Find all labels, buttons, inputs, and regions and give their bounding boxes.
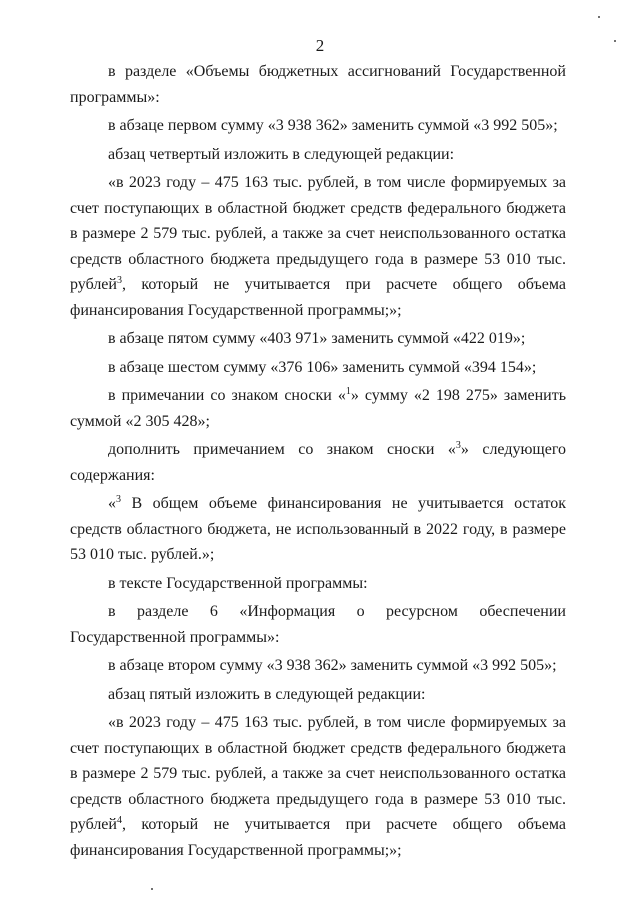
paragraph-7: в примечании со знаком сноски «$^1$» сумму «2 198 275» заменить суммой «2 305 428»; xyxy=(70,386,566,430)
scan-speck xyxy=(151,888,153,890)
footnote-mark: 1 xyxy=(345,386,351,397)
paragraph-6: в абзаце шестом сумму «376 106» заменить суммой «394 154»; xyxy=(108,358,537,376)
paragraph-9: «$^3$ В общем объеме финансирования не учитывается остаток средств областного бюджета, не использованный в 2022 году, в размере 53 010 тыс. рублей.»; xyxy=(70,494,566,563)
paragraph-5: в абзаце пятом сумму «403 971» заменить суммой «422 019»; xyxy=(108,330,526,347)
paragraph-2: в абзаце первом сумму «3 938 362» заменить суммой «3 992 505»; xyxy=(108,117,558,134)
footnote-mark: 3 xyxy=(116,494,121,505)
page-number: 2 xyxy=(315,36,325,55)
footnote-mark: 3 xyxy=(455,440,461,451)
paragraph-4: «в 2023 году – 475 163 тыс. рублей, в том числе формируемых за счет поступающих в областной бюджет средств федерального бюджета в размере 2 579 тыс. рублей, а также за счет неиспользованного остатка средств областного бюджета предыдущего года в размере 53 010 тыс. рублей$^3$, который не учитывается при расчете общего объема финансирования Государственной программы;»; xyxy=(70,174,566,319)
paragraph-14: «в 2023 году – 475 163 тыс. рублей, в том числе формируемых за счет поступающих в областной бюджет средств федерального бюджета в размере 2 579 тыс. рублей, а также за счет неиспользованного остатка средств областного бюджета предыдущего года в размере 53 010 тыс. рублей$^4$, который не учитывается при расчете общего объема финансирования Государственной программы;»; xyxy=(70,714,566,859)
paragraph-8: дополнить примечанием со знаком сноски «$^3$» следующего содержания: xyxy=(70,440,566,484)
scan-speck xyxy=(598,16,600,18)
scan-speck xyxy=(614,40,616,42)
document-body xyxy=(70,59,566,866)
paragraph-3: абзац четвертый изложить в следующей редакции: xyxy=(108,145,455,163)
footnote-mark: 4 xyxy=(116,815,122,826)
paragraph-1: в разделе «Объемы бюджетных ассигнований Государственной программы»: xyxy=(70,63,566,106)
paragraph-10: в тексте Государственной программы: xyxy=(108,574,368,592)
paragraph-11: в разделе 6 «Информация о ресурсном обеспечении Государственной программы»: xyxy=(70,603,566,646)
paragraph-13: абзац пятый изложить в следующей редакции: xyxy=(108,685,426,703)
footnote-mark: 3 xyxy=(116,275,122,286)
paragraph-12: в абзаце втором сумму «3 938 362» заменить суммой «3 992 505»; xyxy=(108,657,557,674)
